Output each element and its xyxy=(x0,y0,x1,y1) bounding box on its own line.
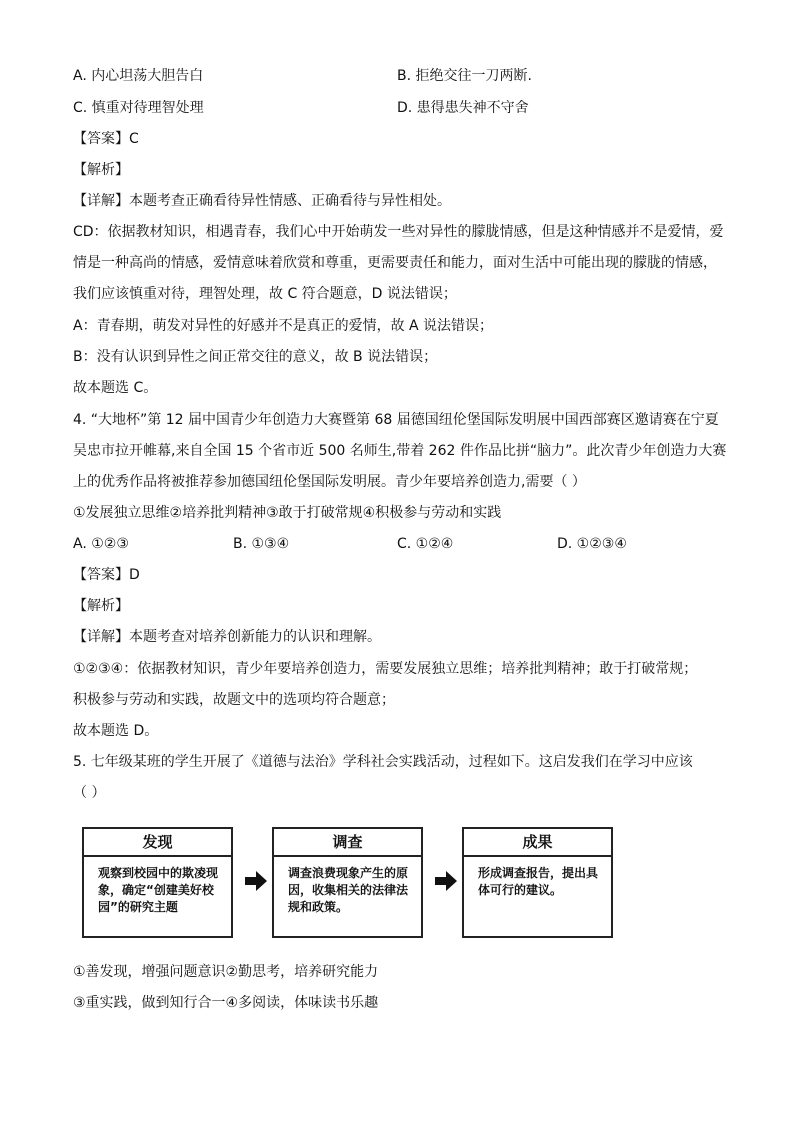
flow-box-investigate xyxy=(272,827,423,938)
flow-box-divider xyxy=(84,855,231,857)
flow-box-body: 调查浪费现象产生的原因，收集相关的法律法规和政策。 xyxy=(288,866,409,914)
option-c: C. 慎重对待理智处理 xyxy=(73,100,204,116)
q4-stem-line-3: 上的优秀作品将被推荐参加德国纽伦堡国际发明展。青少年要培养创造力,需要（ ） xyxy=(73,474,586,490)
q3-analysis-label: 【解析】 xyxy=(73,162,129,178)
q4-option-c: C. ①②④ xyxy=(397,536,454,552)
flow-box-body: 形成调查报告，提出具体可行的建议。 xyxy=(478,866,599,897)
flow-box-divider xyxy=(464,855,611,857)
q4-option-b: B. ①③④ xyxy=(233,536,290,552)
q3-detail: 【详解】本题考查正确看待异性情感、正确看待与异性相处。 xyxy=(73,193,451,209)
flow-box-title: 成果 xyxy=(522,833,553,851)
q4-body-line-2: 积极参与劳动和实践，故题文中的选项均符合题意； xyxy=(73,692,395,708)
flow-box-title: 调查 xyxy=(332,833,363,851)
flow-box-body: 观察到校园中的欺凌现象，确定“创建美好校园”的研究主题 xyxy=(98,866,219,914)
option-d: D. 患得患失神不守舍 xyxy=(397,100,529,116)
arrow-right-icon xyxy=(245,870,267,892)
q4-conclusion: 故本题选 D。 xyxy=(73,723,159,739)
q3-cd-line-2: 情是一种高尚的情感，爱情意味着欣赏和尊重，更需要责任和能力，面对生活中可能出现的朦胧的情感， xyxy=(73,255,717,271)
q3-b-line: B：没有认识到异性之间正常交往的意义，故 B 说法错误； xyxy=(73,349,438,365)
q3-conclusion: 故本题选 C。 xyxy=(73,380,158,396)
q4-items: ①发展独立思维②培养批判精神③敢于打破常规④积极参与劳动和实践 xyxy=(73,505,502,521)
q4-analysis-label: 【解析】 xyxy=(73,598,129,614)
q4-option-a: A. ①②③ xyxy=(73,536,129,552)
q5-stem-line-2: （ ） xyxy=(73,785,106,801)
q3-answer: 【答案】C xyxy=(73,131,139,147)
option-b: B. 拒绝交往一刀两断. xyxy=(397,68,532,84)
q3-cd-line-1: CD：依据教材知识，相遇青春，我们心中开始萌发一些对异性的朦胧情感，但是这种情感并不是爱情，爱 xyxy=(73,224,724,240)
flow-box-title: 发现 xyxy=(142,833,173,851)
flow-box-result xyxy=(462,827,613,938)
q4-detail: 【详解】本题考查对培养创新能力的认识和理解。 xyxy=(73,629,381,645)
q4-stem-line-2: 吴忠市拉开帷幕,来自全国 15 个省市近 500 名师生,带着 262 件作品比拼“脑力”。此次青少年创造力大赛 xyxy=(73,443,727,459)
q4-body-line-1: ①②③④：依据教材知识，青少年要培养创造力，需要发展独立思维；培养批判精神；敢于打破常规； xyxy=(73,661,698,677)
q5-items-line-2: ③重实践，做到知行合一④多阅读，体味读书乐趣 xyxy=(73,995,379,1011)
q4-answer: 【答案】D xyxy=(73,567,140,583)
option-a: A. 内心坦荡大胆告白 xyxy=(73,68,204,84)
arrow-right-icon xyxy=(435,870,457,892)
q4-option-d: D. ①②③④ xyxy=(557,536,627,552)
flow-box-discover xyxy=(82,827,233,938)
q5-items-line-1: ①善发现，增强问题意识②勤思考，培养研究能力 xyxy=(73,964,379,980)
q3-a-line: A：青春期，萌发对异性的好感并不是真正的爱情，故 A 说法错误； xyxy=(73,318,494,334)
flow-box-divider xyxy=(274,855,421,857)
q3-cd-line-3: 我们应该慎重对待，理智处理，故 C 符合题意，D 说法错误； xyxy=(73,286,457,302)
q5-stem-line-1: 5. 七年级某班的学生开展了《道德与法治》学科社会实践活动，过程如下。这启发我们在学习中应该 xyxy=(73,754,693,770)
q4-stem-line-1: 4. “大地杯”第 12 届中国青少年创造力大赛暨第 68 届德国纽伦堡国际发明展中国西部赛区邀请赛在宁夏 xyxy=(73,412,719,428)
